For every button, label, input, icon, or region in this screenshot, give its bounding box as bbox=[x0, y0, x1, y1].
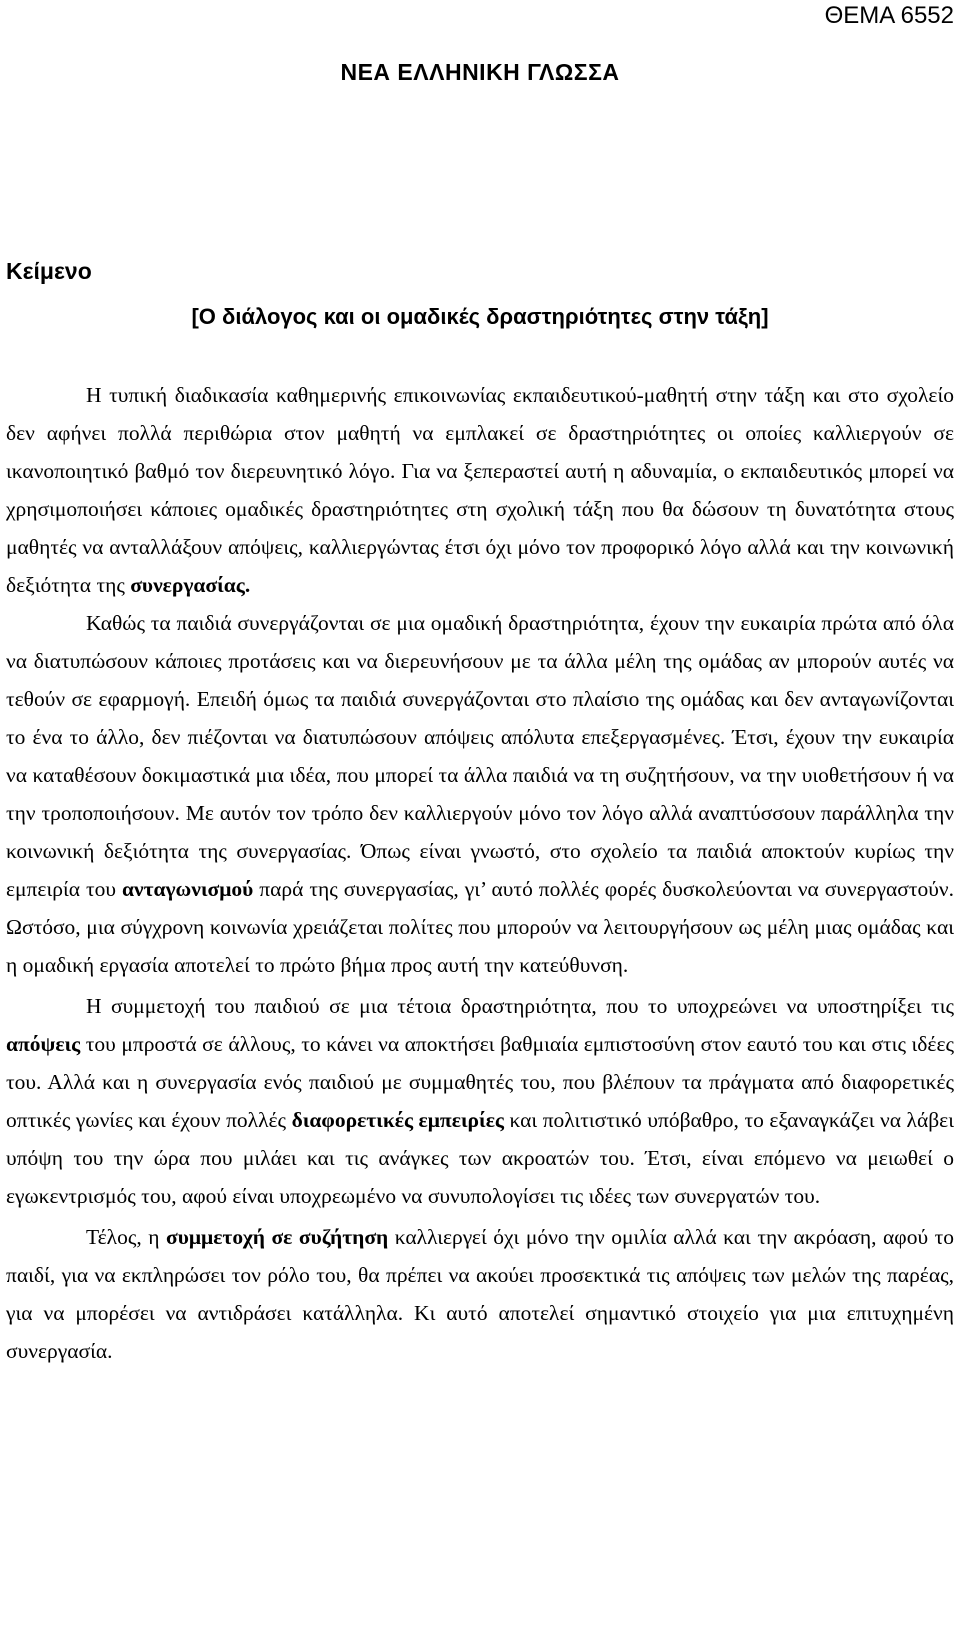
emphasis-synergasias: συνεργασίας bbox=[130, 573, 245, 597]
paragraph-4 bbox=[6, 1218, 954, 1370]
body-text bbox=[6, 376, 954, 1370]
paragraph-3-text: Η συμμετοχή του παιδιού σε μια τέτοια δραστηριότητα, που το υποχρεώνει να υποστηρίξει τις bbox=[86, 994, 954, 1018]
paragraph-3-text-end: και πολιτιστικό υπόβαθρο, το εξαναγκάζει να λάβει υπόψη του την ώρα που μιλάει και τις ανάγκες των ακροατών του. Έτσι, είναι επόμενο να μειωθεί ο εγωκεντρισμός του, αφού είναι υποχρεωμένο να συνυπολογίσει τις ιδέες των συνεργατών του. bbox=[6, 1108, 954, 1208]
paragraph-2-text: Καθώς τα παιδιά συνεργάζονται σε μια ομαδική δραστηριότητα, έχουν την ευκαιρία πρώτα από όλα να διατυπώσουν κάποιες προτάσεις και να διερευνήσουν με τα άλλα μέλη της ομάδας αν μπορούν αυτές να τεθούν σε εφαρμογή. Επειδή όμως τα παιδιά συνεργάζονται στο πλαίσιο της ομάδας και δεν ανταγωνίζονται το ένα το άλλο, δεν πιέζονται να διατυπώσουν απόψεις απόλυτα επεξεργασμένες. Έτσι, έχουν την ευκαιρία να καταθέσουν δοκιμαστικά μια ιδέα, που μπορεί τα άλλα παιδιά να τη συζητήσουν, να την υιοθετήσουν ή να την τροποποιήσουν. Με αυτόν τον τρόπο δεν καλλιεργούν μόνο τον λόγο αλλά αναπτύσσουν παράλληλα την κοινωνική δεξιότητα της συνεργασίας. Όπως είναι γνωστό, στο σχολείο τα παιδιά αποκτούν κυρίως την εμπειρία του bbox=[6, 611, 954, 901]
paragraph-4-text: Τέλος, η bbox=[86, 1225, 167, 1249]
paragraph-2-text-cont: παρά της συνεργασίας, γι’ αυτό πολλές φορές δυσκολεύονται να συνεργαστούν. Ωστόσο, μια σύγχρονη κοινωνία χρειάζεται πολίτες που μπορούν να λειτουργήσουν ως μέλη μιας ομάδας και η ομαδική εργασία αποτελεί το πρώτο βήμα προς αυτή την κατεύθυνση. bbox=[6, 877, 954, 977]
paragraph-1 bbox=[6, 376, 954, 604]
emphasis-apopseis: απόψεις bbox=[6, 1032, 81, 1056]
paragraph-1-text: Η τυπική διαδικασία καθημερινής επικοινωνίας εκπαιδευτικού-μαθητή στην τάξη και στο σχολείο δεν αφήνει πολλά περιθώρια στον μαθητή να εμπλακεί σε δραστηριότητες οι οποίες καλλιεργούν σε ικανοποιητικό βαθμό τον διερευνητικό λόγο. Για να ξεπεραστεί αυτή η αδυναμία, ο εκπαιδευτικός μπορεί να χρησιμοποιήσει κάποιες ομαδικές δραστηριότητες στη σχολική τάξη που θα δώσουν τη δυνατότητα στους μαθητές να ανταλλάξουν απόψεις, καλλιεργώντας έτσι όχι μόνο τον προφορικό λόγο αλλά και την κοινωνική δεξιότητα της bbox=[6, 383, 954, 597]
emphasis-diaforetikes-empeiries: διαφορετικές εμπειρίες bbox=[291, 1108, 504, 1132]
paragraph-3 bbox=[6, 987, 954, 1215]
paragraph-2 bbox=[6, 604, 954, 984]
paragraph-3-text-cont: του μπροστά σε άλλους, το κάνει να αποκτήσει βαθμιαία εμπιστοσύνη στον εαυτό του και στις ιδέες του. Αλλά και η συνεργασία ενός παιδιού με συμμαθητές του, που βλέπουν τα πράγματα από διαφορετικές οπτικές γωνίες και έχουν πολλές bbox=[6, 1032, 954, 1132]
text-title: [Ο διάλογος και οι ομαδικές δραστηριότητες στην τάξη] bbox=[191, 304, 769, 329]
section-heading: Κείμενο bbox=[6, 258, 92, 284]
theme-number: ΘΕΜΑ 6552 bbox=[824, 2, 954, 29]
paragraph-4-text-cont: καλλιεργεί όχι μόνο την ομιλία αλλά και την ακρόαση, αφού το παιδί, για να εκπληρώσει τον ρόλο του, θα πρέπει να ακούει προσεκτικά τις απόψεις των μελών της παρέας, για να μπορέσει να αντιδράσει κατάλληλα. Κι αυτό αποτελεί σημαντικό στοιχείο για μια επιτυχημένη συνεργασία. bbox=[6, 1225, 954, 1363]
emphasis-antagonismou: ανταγωνισμού bbox=[121, 877, 254, 901]
subject-title: ΝΕΑ ΕΛΛΗΝΙΚΗ ΓΛΩΣΣΑ bbox=[340, 59, 620, 85]
emphasis-symmetoxi-se-syzitisi: συμμετοχή σε συζήτηση bbox=[166, 1225, 389, 1249]
paragraph-1-end: . bbox=[244, 573, 251, 597]
